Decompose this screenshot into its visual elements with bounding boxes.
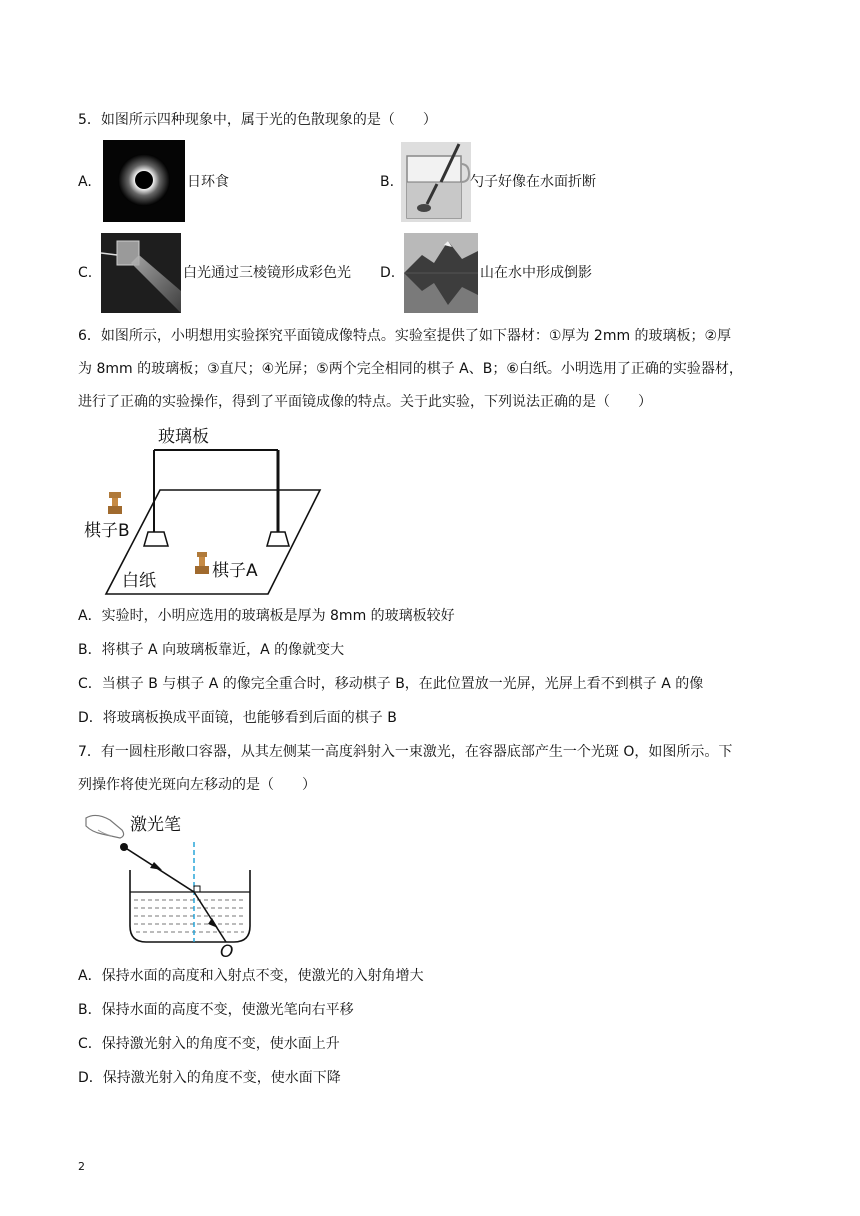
piece-a-label: 棋子A <box>212 561 258 581</box>
q5-option-a-letter: A. <box>78 174 92 190</box>
q6-option-a: A．实验时，小明应选用的玻璃板是厚为 8mm 的玻璃板较好 <box>78 608 455 624</box>
q5-stem: 5．如图所示四种现象中，属于光的色散现象的是（ ） <box>78 112 437 128</box>
q5-option-c-text: 白光通过三棱镜形成彩色光 <box>183 265 351 281</box>
q5-option-d-text: 山在水中形成倒影 <box>480 265 592 281</box>
q5-option-a-text: 日环食 <box>187 174 229 190</box>
q5-option-d-letter: D. <box>380 265 396 281</box>
glass-plate-label: 玻璃板 <box>158 427 209 447</box>
q7-stem-line-2: 列操作将使光斑向左移动的是（ ） <box>78 777 316 793</box>
q7-stem-line-1: 7．有一圆柱形敞口容器，从其左侧某一高度斜射入一束激光，在容器底部产生一个光斑 O，如图所示。下 <box>78 744 733 760</box>
white-paper-label: 白纸 <box>122 571 156 591</box>
mountain-reflection-image <box>404 233 478 313</box>
q6-stem-line-2: 为 8mm 的玻璃板；③直尺；④光屏；⑤两个完全相同的棋子 A、B；⑥白纸。小明选用了正确的实验器材， <box>78 361 743 377</box>
chess-piece-b-icon <box>108 492 122 514</box>
q6-stem-line-1: 6．如图所示，小明想用实验探究平面镜成像特点。实验室提供了如下器材：①厚为 2mm 的玻璃板；②厚 <box>78 328 732 344</box>
q7-option-c: C．保持激光射入的角度不变，使水面上升 <box>78 1036 340 1052</box>
chess-piece-a-icon <box>195 552 209 574</box>
solar-eclipse-image <box>103 140 185 222</box>
page-number: 2 <box>78 1160 85 1173</box>
hand-icon <box>86 815 124 838</box>
light-spot-label: O <box>220 942 234 960</box>
q5-option-b-text: 勺子好像在水面折断 <box>470 174 596 190</box>
q6-option-d: D．将玻璃板换成平面镜，也能够看到后面的棋子 B <box>78 710 397 726</box>
q6-stem-line-3: 进行了正确的实验操作，得到了平面镜成像的特点。关于此实验，下列说法正确的是（ ） <box>78 394 652 410</box>
q5-option-c-letter: C. <box>78 265 93 281</box>
laser-container-diagram <box>78 804 268 960</box>
laser-pen-label: 激光笔 <box>130 815 181 835</box>
mirror-experiment-diagram <box>78 422 328 598</box>
q6-option-c: C．当棋子 B 与棋子 A 的像完全重合时，移动棋子 B，在此位置放一光屏，光屏上看不到棋子 A 的像 <box>78 676 704 692</box>
piece-b-label: 棋子B <box>84 521 130 541</box>
spoon-in-water-image <box>401 142 471 222</box>
q7-option-a: A．保持水面的高度和入射点不变，使激光的入射角增大 <box>78 968 424 984</box>
q6-option-b: B．将棋子 A 向玻璃板靠近，A 的像就变大 <box>78 642 345 658</box>
q7-option-b: B．保持水面的高度不变，使激光笔向右平移 <box>78 1002 354 1018</box>
q5-option-b-letter: B. <box>380 174 395 190</box>
q7-option-d: D．保持激光射入的角度不变，使水面下降 <box>78 1070 341 1086</box>
prism-dispersion-image <box>101 233 181 313</box>
